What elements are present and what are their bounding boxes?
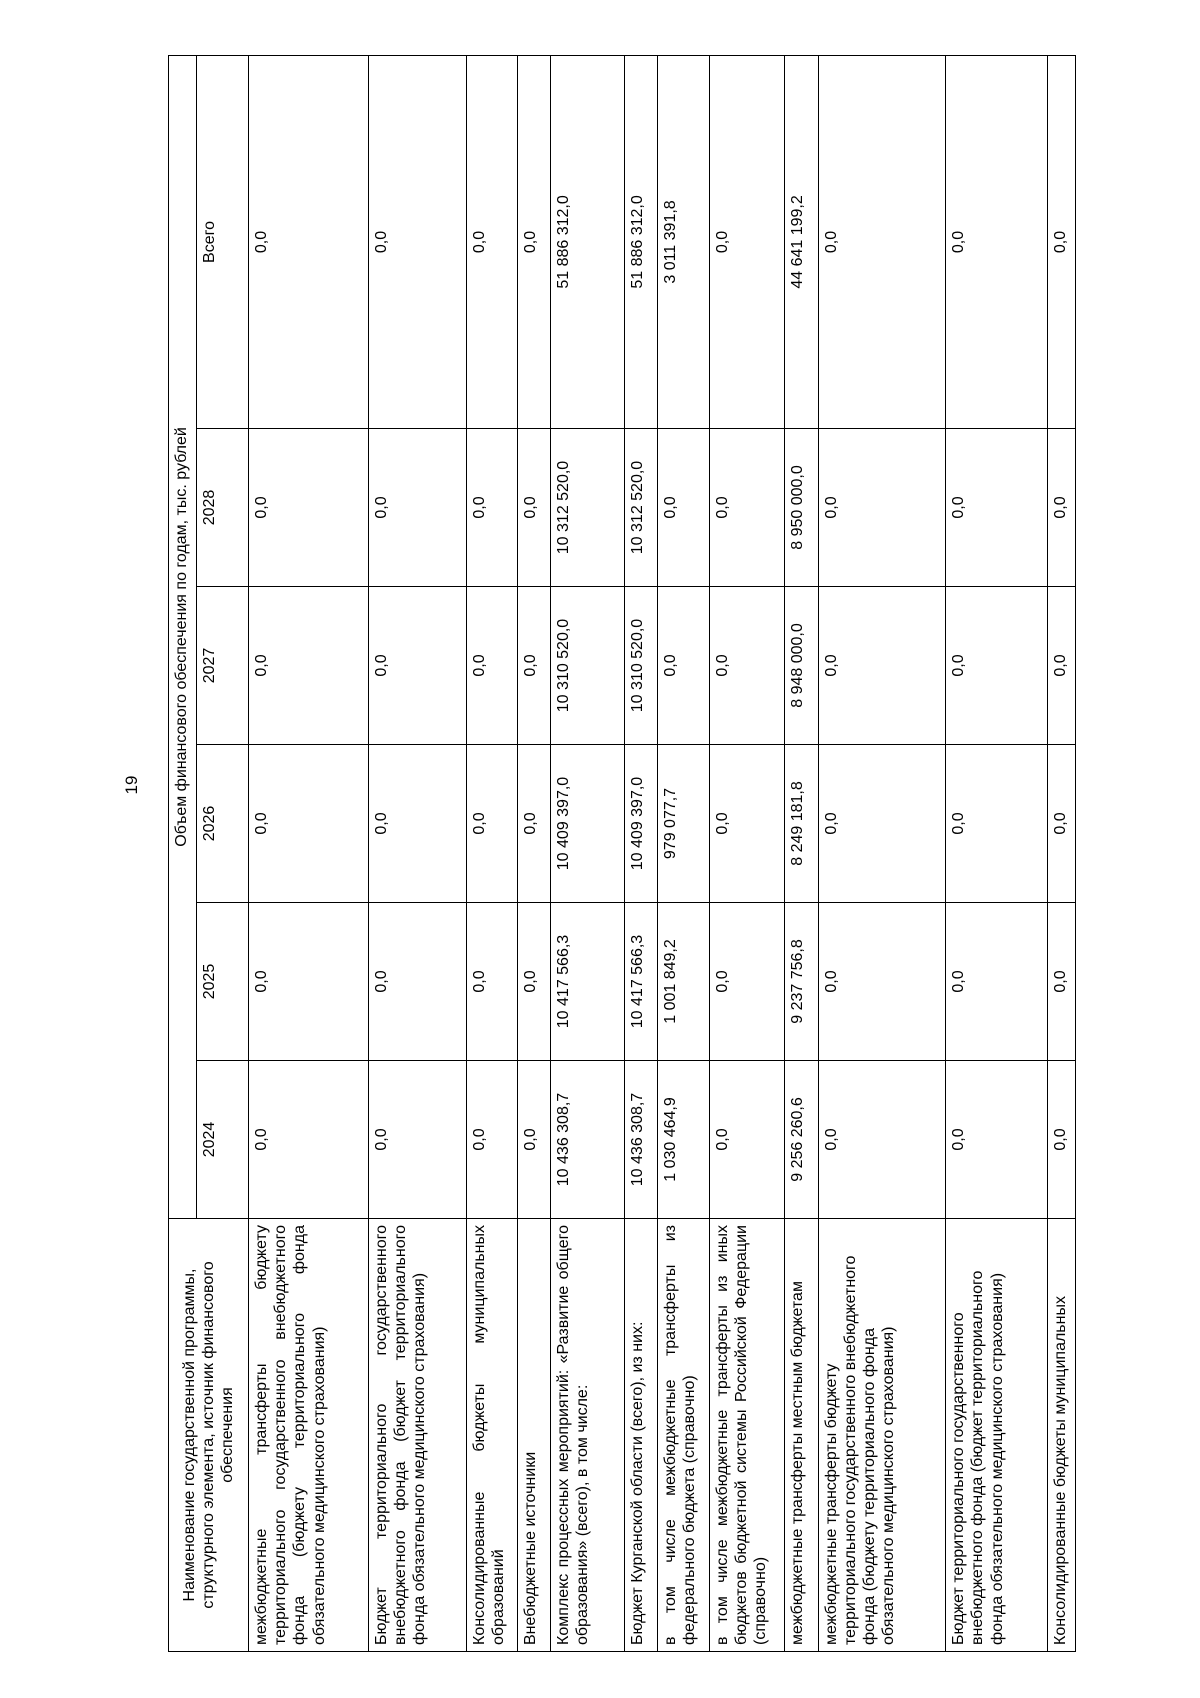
row-value: 0,0 [1047,903,1075,1061]
row-value: 8 948 000,0 [785,587,818,745]
row-value: 10 310 520,0 [624,587,657,745]
row-value: 0,0 [368,587,466,745]
row-value: 0,0 [368,1061,466,1219]
row-name: Бюджет территориального государственного внебюджетного фонда (бюджет территориального фонда обязательного медицинского страхования) [368,1219,466,1652]
row-value: 0,0 [249,587,369,745]
header-volume-group: Объем финансового обеспечения по годам, тыс. рублей [169,55,197,1218]
row-value: 0,0 [467,903,518,1061]
row-value: 1 030 464,9 [658,1061,710,1219]
row-value: 0,0 [249,903,369,1061]
row-value: 44 641 199,2 [785,55,818,428]
row-name: межбюджетные трансферты местным бюджетам [785,1219,818,1652]
page-number: 19 [122,775,141,795]
row-value: 0,0 [946,745,1047,903]
row-value: 0,0 [517,587,550,745]
row-value: 0,0 [467,745,518,903]
row-value: 0,0 [818,429,945,587]
row-value: 8 249 181,8 [785,745,818,903]
rotated-page [168,56,1076,1652]
row-value: 0,0 [1047,55,1075,428]
table-row [1047,55,1075,1651]
row-value: 0,0 [658,587,710,745]
financing-table [168,55,1076,1652]
header-year-2027: 2027 [197,587,249,745]
row-value: 0,0 [467,55,518,428]
row-value: 10 310 520,0 [551,587,624,745]
row-name: Консолидированные бюджеты муниципальных образований [467,1219,518,1652]
row-value: 0,0 [1047,587,1075,745]
row-value: 9 237 756,8 [785,903,818,1061]
row-value: 0,0 [818,745,945,903]
row-value: 10 312 520,0 [624,429,657,587]
row-value: 0,0 [368,903,466,1061]
header-row-1 [169,55,197,1651]
row-value: 0,0 [368,55,466,428]
row-value: 9 256 260,6 [785,1061,818,1219]
row-value: 979 077,7 [658,745,710,903]
table-row [467,55,518,1651]
row-name: Бюджет территориального государственного внебюджетного фонда (бюджет территориального фонда обязательного медицинского страхования) [946,1219,1047,1652]
header-year-2024: 2024 [197,1061,249,1219]
row-value: 0,0 [709,55,785,428]
row-value: 8 950 000,0 [785,429,818,587]
row-value: 0,0 [517,903,550,1061]
row-value: 0,0 [517,55,550,428]
header-year-2025: 2025 [197,903,249,1061]
row-value: 10 409 397,0 [624,745,657,903]
row-value: 0,0 [1047,745,1075,903]
row-value: 0,0 [709,1061,785,1219]
row-value: 0,0 [818,1061,945,1219]
row-name: в том числе межбюджетные трансферты из иных бюджетов бюджетной системы Российской Федерации (справочно) [709,1219,785,1652]
header-total: Всего [197,55,249,428]
row-name: Бюджет Курганской области (всего), из них: [624,1219,657,1652]
row-value: 10 436 308,7 [551,1061,624,1219]
row-value: 0,0 [249,745,369,903]
table-row [517,55,550,1651]
row-value: 10 436 308,7 [624,1061,657,1219]
row-name: Консолидированные бюджеты муниципальных [1047,1219,1075,1652]
row-name: Внебюджетные источники [517,1219,550,1652]
row-name: межбюджетные трансферты бюджету территориального государственного внебюджетного фонда (бюджету территориального фонда обязательного медицинского страхования) [818,1219,945,1652]
table-row [624,55,657,1651]
row-value: 0,0 [249,429,369,587]
row-value: 0,0 [818,587,945,745]
row-value: 0,0 [946,1061,1047,1219]
row-value: 0,0 [818,55,945,428]
table-row [368,55,466,1651]
row-value: 0,0 [517,1061,550,1219]
row-value: 0,0 [946,903,1047,1061]
table-row [709,55,785,1651]
table-row [249,55,369,1651]
row-value: 0,0 [658,429,710,587]
header-name-col: Наименование государственной программы, структурного элемента, источник финансового обеспечения [169,1219,249,1652]
row-name: Комплекс процессных мероприятий: «Развитие общего образования» (всего), в том числе: [551,1219,624,1652]
row-value: 0,0 [709,587,785,745]
row-value: 0,0 [249,55,369,428]
row-value: 51 886 312,0 [551,55,624,428]
row-value: 1 001 849,2 [658,903,710,1061]
header-year-2028: 2028 [197,429,249,587]
row-value: 0,0 [467,587,518,745]
row-value: 0,0 [517,429,550,587]
row-value: 51 886 312,0 [624,55,657,428]
row-value: 3 011 391,8 [658,55,710,428]
row-value: 10 409 397,0 [551,745,624,903]
table-row [551,55,624,1651]
row-value: 0,0 [467,429,518,587]
row-value: 0,0 [517,745,550,903]
row-value: 10 417 566,3 [624,903,657,1061]
row-value: 0,0 [709,903,785,1061]
row-value: 10 312 520,0 [551,429,624,587]
row-value: 0,0 [946,587,1047,745]
row-value: 0,0 [946,429,1047,587]
row-value: 10 417 566,3 [551,903,624,1061]
table-row [946,55,1047,1651]
row-value: 0,0 [1047,429,1075,587]
row-name: в том числе межбюджетные трансферты из федерального бюджета (справочно) [658,1219,710,1652]
row-value: 0,0 [368,745,466,903]
header-year-2026: 2026 [197,745,249,903]
row-value: 0,0 [818,903,945,1061]
table-row [785,55,818,1651]
row-value: 0,0 [368,429,466,587]
table-row [658,55,710,1651]
row-value: 0,0 [946,55,1047,428]
row-value: 0,0 [709,745,785,903]
row-value: 0,0 [467,1061,518,1219]
row-name: межбюджетные трансферты бюджету территориального государственного внебюджетного фонда (бюджету территориального фонда обязательного медицинского страхования) [249,1219,369,1652]
table-row [818,55,945,1651]
row-value: 0,0 [249,1061,369,1219]
row-value: 0,0 [1047,1061,1075,1219]
row-value: 0,0 [709,429,785,587]
